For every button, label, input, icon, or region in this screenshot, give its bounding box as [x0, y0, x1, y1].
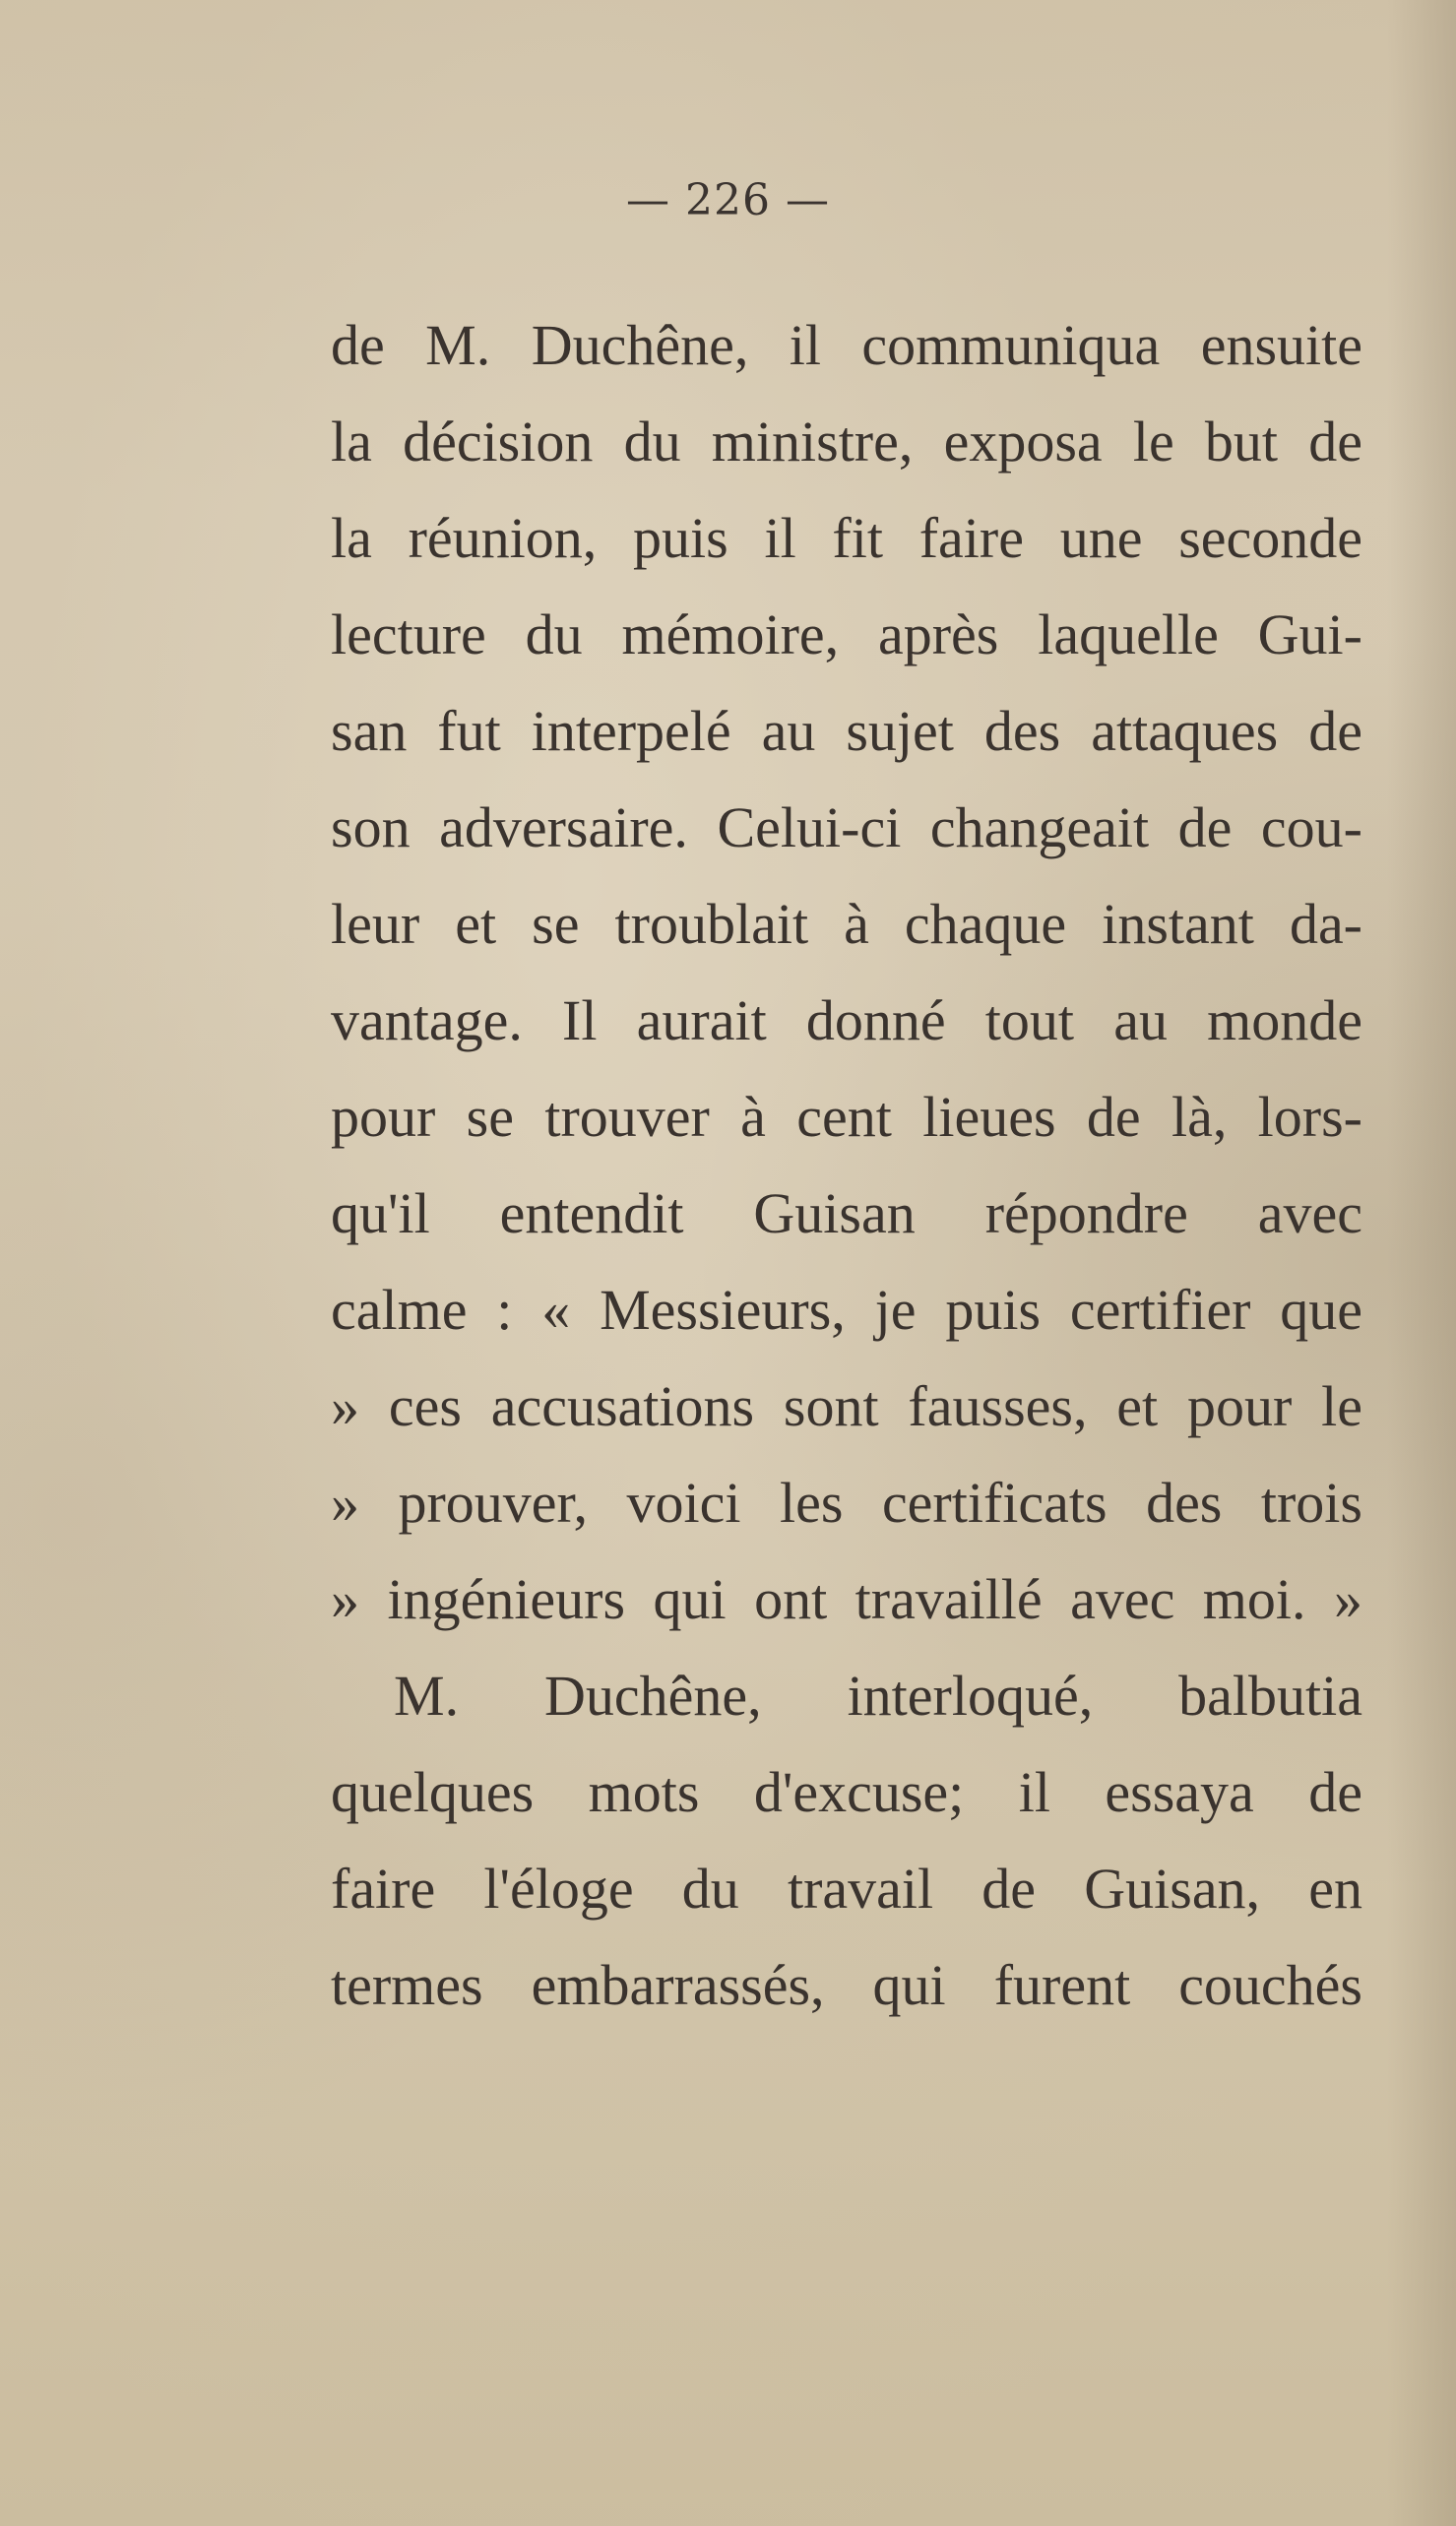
- text-line: » ingénieurs qui ont travaillé avec moi. »: [331, 1567, 1362, 1631]
- text-line: » ces accusations sont fausses, et pour le: [331, 1374, 1362, 1438]
- text-line: quelques mots d'excuse; il essaya de: [331, 1760, 1362, 1824]
- text-line: vantage. Il aurait donné tout au monde: [331, 988, 1362, 1052]
- text-line: la réunion, puis il fit faire une seconde: [331, 506, 1362, 570]
- text-line: » prouver, voici les certificats des trois: [331, 1471, 1362, 1535]
- text-line: qu'il entendit Guisan répondre avec: [331, 1181, 1362, 1245]
- text-line: de M. Duchêne, il communiqua ensuite: [331, 313, 1362, 377]
- text-line: la décision du ministre, exposa le but de: [331, 410, 1362, 474]
- page-number: — 226 —: [626, 175, 830, 225]
- text-line: termes embarrassés, qui furent couchés: [331, 1953, 1362, 2017]
- text-line: lecture du mémoire, après laquelle Gui-: [331, 602, 1362, 666]
- text-line: calme : « Messieurs, je puis certifier que: [331, 1278, 1362, 1342]
- text-line: leur et se troublait à chaque instant da-: [331, 892, 1362, 956]
- text-line: san fut interpelé au sujet des attaques de: [331, 699, 1362, 763]
- page-edge-shadow: [1387, 0, 1456, 2526]
- text-line: faire l'éloge du travail de Guisan, en: [331, 1857, 1362, 1921]
- text-line: pour se trouver à cent lieues de là, lors-: [331, 1085, 1362, 1149]
- body-text: [331, 297, 1362, 2034]
- text-line: son adversaire. Celui-ci changeait de cou-: [331, 795, 1362, 859]
- text-line: M. Duchêne, interloqué, balbutia: [394, 1664, 1362, 1728]
